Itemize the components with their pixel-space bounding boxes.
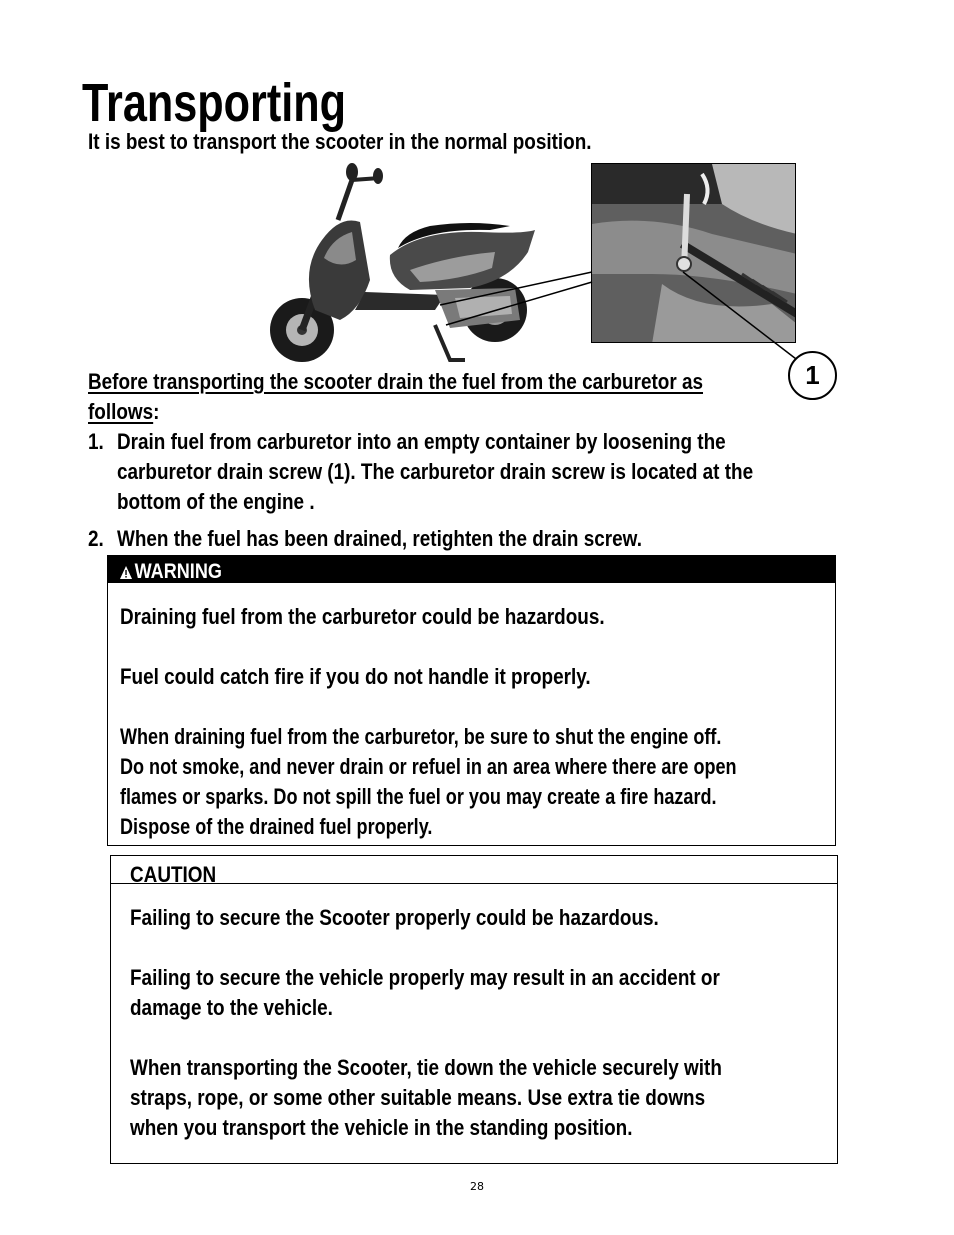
warning-line: Dispose of the drained fuel properly. <box>120 814 433 839</box>
warning-header <box>108 556 835 583</box>
caution-line: When transporting the Scooter, tie down the vehicle securely with <box>130 1055 722 1080</box>
step-1-line-3: bottom of the engine . <box>117 489 315 514</box>
step-2-line-1: When the fuel has been drained, retighten the drain screw. <box>117 526 642 551</box>
warning-line: Draining fuel from the carburetor could be hazardous. <box>120 604 605 629</box>
caution-line: when you transport the vehicle in the standing position. <box>130 1115 633 1140</box>
warning-line: Fuel could catch fire if you do not handle it properly. <box>120 664 591 689</box>
step-2-number: 2. <box>88 526 104 551</box>
step-1-number: 1. <box>88 429 104 454</box>
drain-heading-line-2: follows: <box>88 399 160 424</box>
caution-line: damage to the vehicle. <box>130 995 333 1020</box>
caution-header <box>111 856 837 887</box>
warning-line: Do not smoke, and never drain or refuel in an area where there are open <box>120 754 737 779</box>
warning-line: When draining fuel from the carburetor, be sure to shut the engine off. <box>120 724 722 749</box>
page-number: 28 <box>470 1180 484 1193</box>
scooter-drawing <box>270 163 535 362</box>
warning-line: flames or sparks. Do not spill the fuel or you may create a fire hazard. <box>120 784 717 809</box>
caution-box <box>110 855 838 1164</box>
drain-heading-line-1: Before transporting the scooter drain the fuel from the carburetor as <box>88 369 704 394</box>
intro-text: It is best to transport the scooter in the normal position. <box>88 129 592 154</box>
caution-line: Failing to secure the Scooter properly could be hazardous. <box>130 905 659 930</box>
warning-box <box>107 555 836 846</box>
step-1-line-2: carburetor drain screw (1). The carburetor drain screw is located at the <box>117 459 754 484</box>
warning-triangle-icon <box>120 566 132 579</box>
step-1-line-1: Drain fuel from carburetor into an empty container by loosening the <box>117 429 726 454</box>
caution-line: straps, rope, or some other suitable means. Use extra tie downs <box>130 1085 706 1110</box>
carburetor-detail-photo <box>591 163 796 343</box>
page-title: Transporting <box>82 73 347 133</box>
caution-label: CAUTION <box>130 862 217 887</box>
warning-label: WARNING <box>134 560 222 583</box>
caution-line: Failing to secure the vehicle properly may result in an accident or <box>130 965 720 990</box>
callout-number-1: 1 <box>788 351 837 400</box>
scooter-image <box>260 160 550 372</box>
